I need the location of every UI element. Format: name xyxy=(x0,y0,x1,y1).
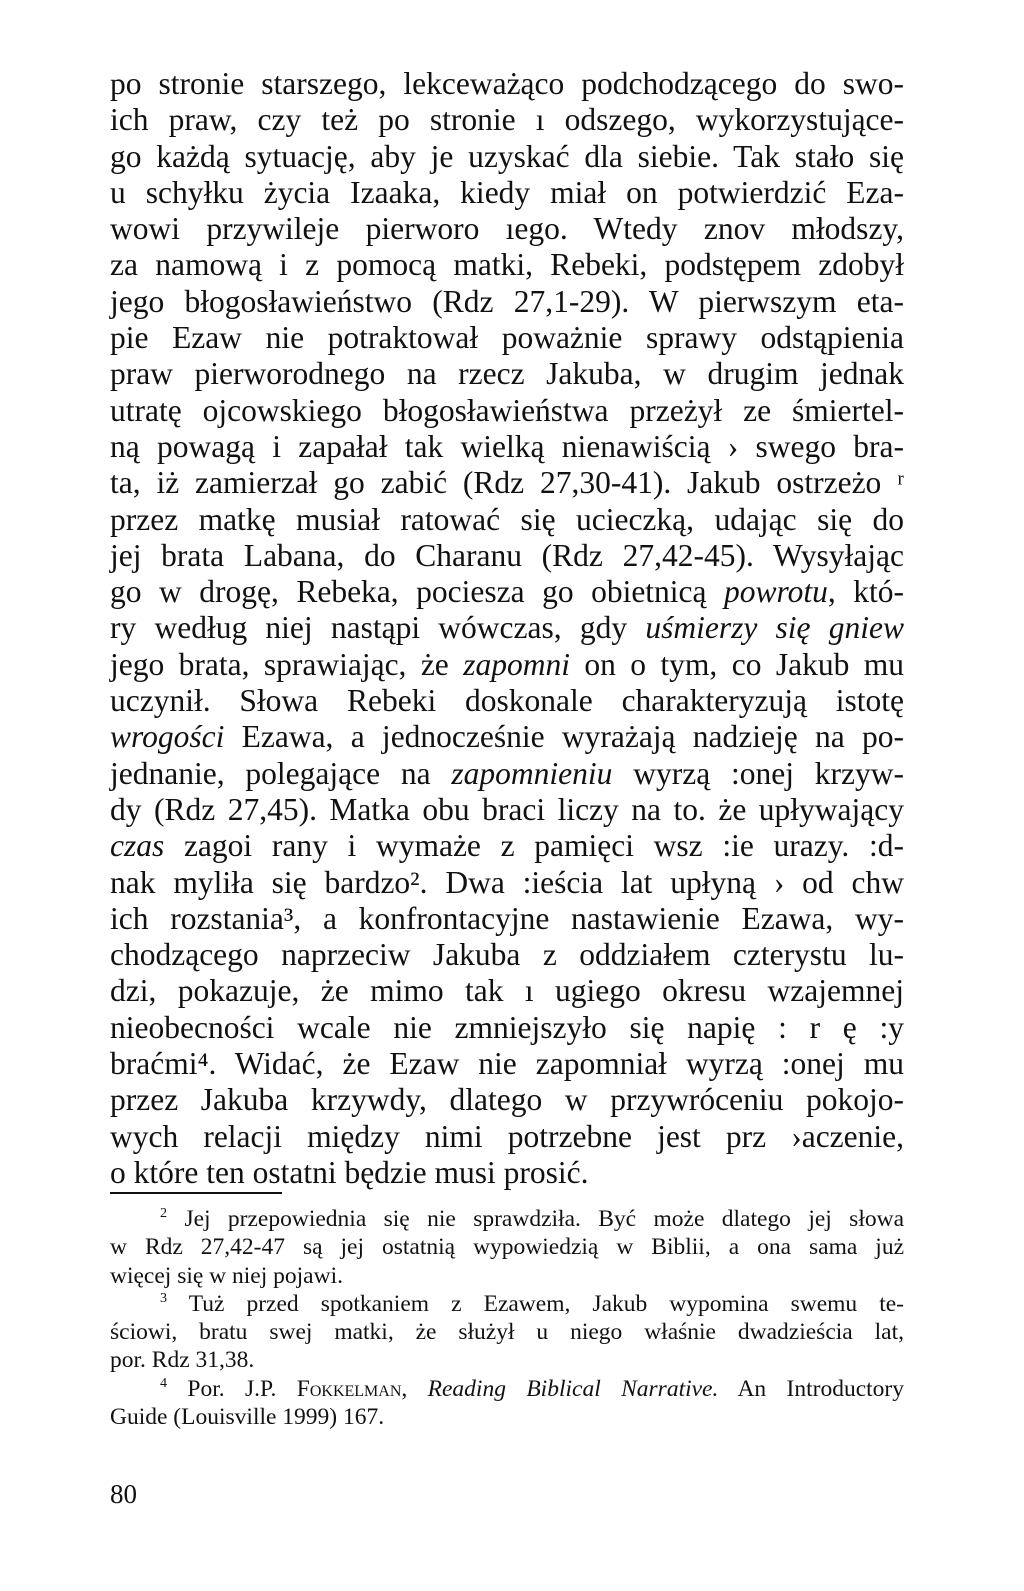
footnote-4-line-2: Guide (Louisville 1999) 167. xyxy=(110,1404,385,1431)
text-line: utratę ojcowskiego błogosławieństwa przeżył ze śmiertel- xyxy=(110,392,904,428)
footnote-3-line-2: ściowi, bratu swej matki, że służył u niego właśnie dwadzieścia lat, xyxy=(110,1319,904,1346)
emphasis: czas xyxy=(110,828,165,864)
text-line: jego błogosławieństwo (Rdz 27,1-29). W pierwszym eta- xyxy=(110,283,904,319)
text-line: ry według niej nastąpi wówczas, gdy uśmierzy się gniew xyxy=(110,610,904,646)
text-line: jego brata, sprawiając, że zapomni on o tym, co Jakub mu xyxy=(110,646,904,682)
text-line: chodzącego naprzeciw Jakuba z oddziałem czterystu lu- xyxy=(110,937,904,973)
text-line: przez Jakuba krzywdy, dlatego w przywróceniu pokojo- xyxy=(110,1082,904,1118)
footnote-4-author: Fokkelman xyxy=(296,1375,402,1402)
text-line: dzi, pokazuje, że mimo tak ı ugiego okresu wzajemnej xyxy=(110,973,904,1009)
emphasis: powrotu xyxy=(724,574,828,610)
text-line: wowi przywileje pierworo ıego. Wtedy znov młodszy, xyxy=(110,211,904,247)
emphasis: uśmierzy się gniew xyxy=(645,610,904,646)
text-line: nak myliła się bardzo². Dwa :ieścia lat upłyną › od chw xyxy=(110,864,904,900)
footnotes xyxy=(110,1205,904,1431)
footnote-2-text-1: Jej przepowiednia się nie sprawdziła. Być może dlatego jej słowa xyxy=(184,1206,905,1232)
text-line: po stronie starszego, lekceważąco podchodzącego do swo- xyxy=(110,66,904,101)
page-number: 80 xyxy=(110,1479,137,1509)
footnote-2-marker: 2 xyxy=(160,1205,168,1222)
footnote-3-line-3: por. Rdz 31,38. xyxy=(110,1347,255,1374)
main-text xyxy=(110,66,904,1191)
text-line: u schyłku życia Izaaka, kiedy miał on potwierdzić Eza- xyxy=(110,174,904,210)
text-line: go w drogę, Rebeka, pociesza go obietnicą powrotu, któ- xyxy=(110,574,905,610)
footnote-3-line-1 xyxy=(110,1290,904,1318)
footnote-3-marker: 3 xyxy=(160,1290,168,1307)
text-line: dy (Rdz 27,45). Matka obu braci liczy na to. że upływający xyxy=(110,791,904,827)
text-line: wych relacji między nimi potrzebne jest prz ›aczenie, xyxy=(110,1118,904,1154)
text-line: pie Ezaw nie potraktował poważnie sprawy odstąpienia xyxy=(110,320,904,356)
footnote-4-comma: , xyxy=(401,1375,428,1402)
footnote-4-title: Reading Biblical Narrative. xyxy=(427,1375,719,1402)
text-line: ną powagą i zapałał tak wielką nienawiścią › swego bra- xyxy=(110,428,904,464)
emphasis: zapomnieniu xyxy=(451,755,613,791)
text-line: nieobecności wcale nie zmniejszyło się napię : r ę :y xyxy=(110,1009,904,1045)
text-line: za namową i z pomocą matki, Rebeki, podstępem zdobył xyxy=(110,247,904,283)
text-line: ich rozstania³, a konfrontacyjne nastawienie Ezawa, wy- xyxy=(110,900,904,936)
text-line: braćmi⁴. Widać, że Ezaw nie zapomniał wyrzą :onej mu xyxy=(110,1046,904,1082)
footnote-4-rest: An Introductory xyxy=(718,1375,905,1402)
text-line: czas zagoi rany i wymaże z pamięci wsz :ie urazy. :d- xyxy=(110,828,904,864)
text-line: praw pierworodnego na rzecz Jakuba, w drugim jednak xyxy=(110,356,904,392)
footnote-2-line-1 xyxy=(110,1205,904,1233)
text-line: uczynił. Słowa Rebeki doskonale charakteryzują istotę xyxy=(110,683,904,719)
text-line: przez matkę musiał ratować się ucieczką, udając się do xyxy=(110,501,904,537)
text-line: ta, iż zamierzał go zabić (Rdz 27,30-41). Jakub ostrzeżo ʳ xyxy=(110,465,904,501)
text-line: wrogości Ezawa, a jednocześnie wyrażają nadzieję na po- xyxy=(110,719,904,755)
footnote-2-line-3: więcej się w niej pojawi. xyxy=(110,1262,343,1289)
footnote-3-text-1: Tuż przed spotkaniem z Ezawem, Jakub wypomina swemu te- xyxy=(188,1290,904,1317)
emphasis: zapomni xyxy=(463,646,570,682)
footnote-4-marker: 4 xyxy=(160,1374,168,1391)
text-line: ich praw, czy też po stronie ı odszego, wykorzystujące- xyxy=(110,102,904,138)
footnote-4-prefix: Por. J.P. xyxy=(187,1375,297,1402)
footnote-separator xyxy=(110,1192,282,1194)
text-line: o które ten ostatni będzie musi prosić. xyxy=(110,1154,589,1190)
text-line: jednanie, polegające na zapomnieniu wyrzą :onej krzyw- xyxy=(110,755,904,791)
footnote-4-line-1 xyxy=(110,1375,904,1403)
footnote-2-line-2: w Rdz 27,42-47 są jej ostatnią wypowiedzią w Biblii, a ona sama już xyxy=(110,1234,904,1261)
text-line: go każdą sytuację, aby je uzyskać dla siebie. Tak stało się xyxy=(110,138,904,174)
text-line: jej brata Labana, do Charanu (Rdz 27,42-45). Wysyłając xyxy=(110,537,904,573)
emphasis: wrogości xyxy=(110,719,225,755)
